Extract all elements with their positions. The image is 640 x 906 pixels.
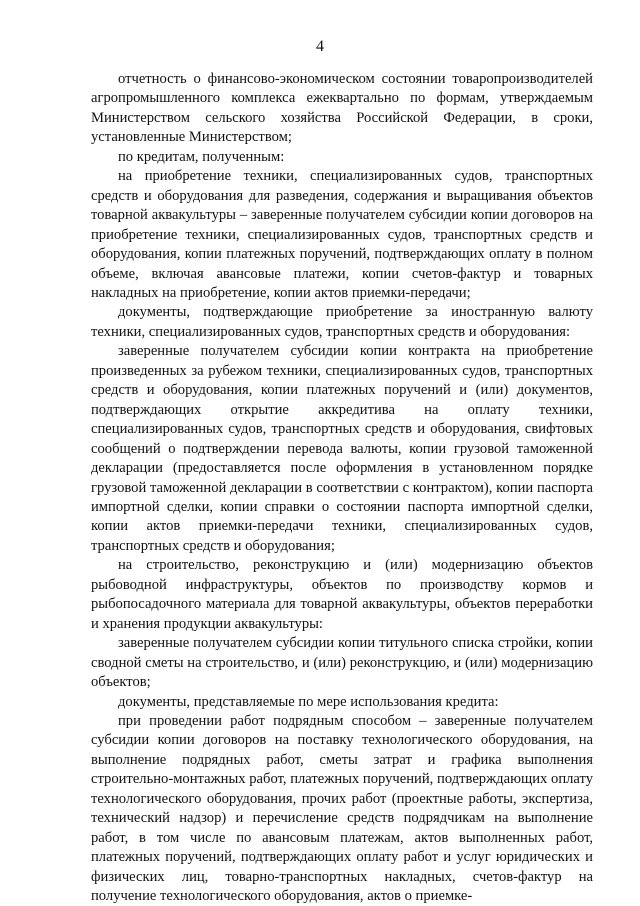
paragraph-construction: на строительство, реконструкцию и (или) модернизацию объектов рыбоводной инфраструктуры, объектов по производству кормов и рыбопосадочного материала для товарной аквакультуры, объектов переработки и хранения продукции аквакультуры: [91, 557, 593, 632]
paragraph-import-contract: заверенные получателем субсидии копии контракта на приобретение произведенных за рубежом техники, специализированных судов, транспортных средств и оборудования, копии платежных поручений и (или) документов, подтверждающих открытие аккредитива на оплату техники, специализированных судов, транспортных средств и оборудования, свифтовых сообщений о подтверждении перевода валюты, копии грузовой таможенной декларации (предоставляется после оформления в установленном порядке грузовой таможенной декларации в соответствии с контрактом), копии паспорта импортной сделки, копии справки о состоянии паспорта импортной сделки, копии актов приемки-передачи техники, специализированных судов, транспортных средств и оборудования; [91, 343, 593, 554]
paragraph-reporting: отчетность о финансово-экономическом состоянии товаропроизводителей агропромышленного комплекса ежеквартально по формам, утверждаемым Министерством сельского хозяйства Российской Федерации, в сроки, установленные Министерством; [91, 71, 593, 146]
paragraph-credits-intro: по кредитам, полученным: [118, 148, 285, 165]
paragraph-foreign-currency: документы, подтверждающие приобретение за иностранную валюту техники, специализированных судов, транспортных средств и оборудования: [91, 304, 593, 340]
paragraph-equipment-purchase: на приобретение техники, специализированных судов, транспортных средств и оборудования для разведения, содержания и выращивания объектов товарной аквакультуры – заверенные получателем субсидии копии договоров на приобретение техники, специализированных судов, транспортных средств и оборудования, копии платежных поручений, подтверждающих оплату в полном объеме, включая авансовые платежи, копии счетов-фактур и товарных накладных на приобретение, копии актов приемки-передачи; [91, 168, 593, 301]
paragraph-title-list: заверенные получателем субсидии копии титульного списка стройки, копии сводной сметы на строительство, и (или) реконструкцию, и (или) модернизацию объектов; [91, 635, 593, 691]
paragraph-contract-works: при проведении работ подрядным способом – заверенные получателем субсидии копии договоров на поставку технологического оборудования, на выполнение подрядных работ, сметы затрат и графика выполнения строительно-монтажных работ, платежных поручений, подтверждающих оплату технологического оборудования, прочих работ (проектные работы, экспертиза, технический надзор) и перечисление средств подрядчикам на выполнение работ, в том числе по авансовым платежам, актов выполненных работ, платежных поручений, подтверждающих оплату работ и услуг юридических и физических лиц, товарно-транспортных накладных, счетов-фактур на получение технологического оборудования, актов о приемке- [91, 712, 593, 905]
paragraph-credit-usage: документы, представляемые по мере использования кредита: [118, 693, 499, 710]
document-body [91, 70, 593, 906]
page-number: 4 [316, 38, 324, 55]
